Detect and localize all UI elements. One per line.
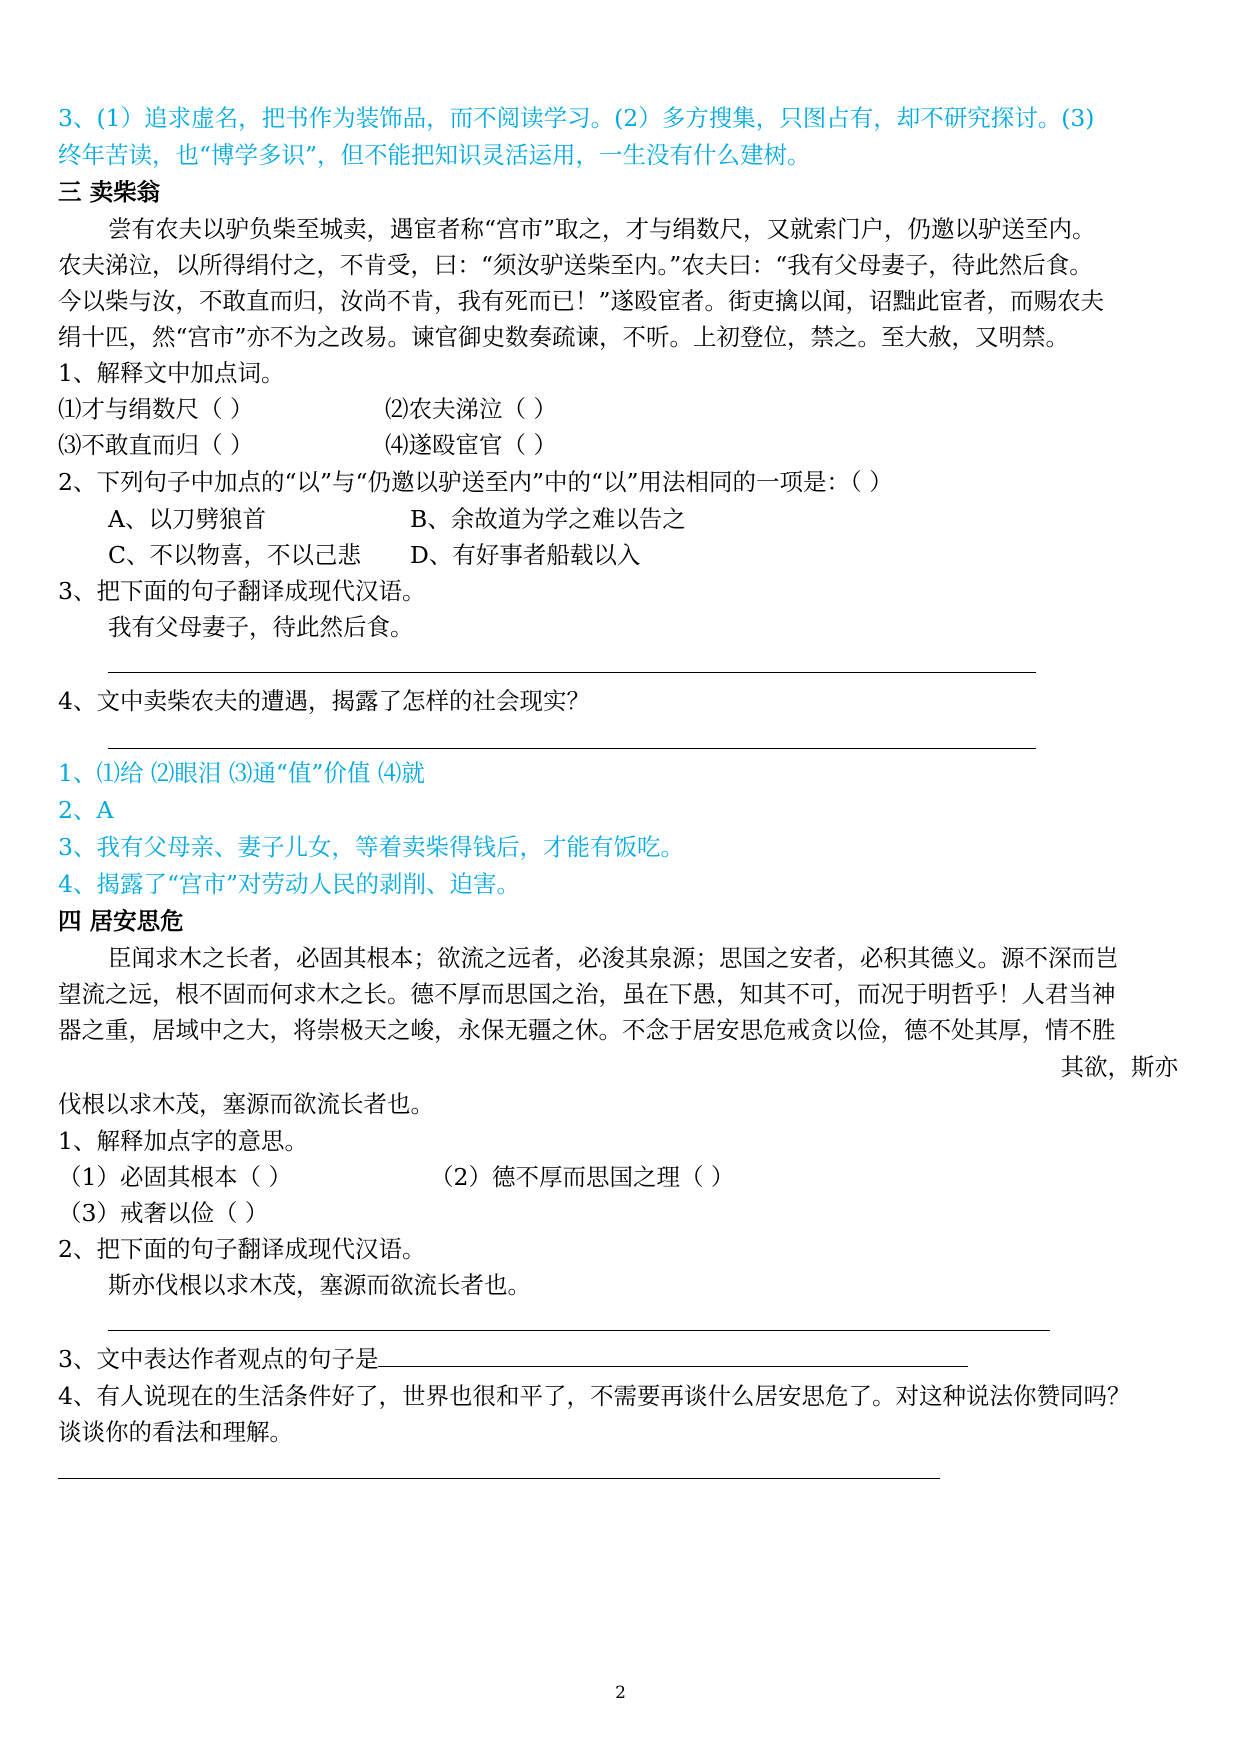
sec3-question-4: 4、文中卖柴农夫的遭遇，揭露了怎样的社会现实？ [58, 687, 590, 715]
sec4-question-4-line1: 4、有人说现在的生活条件好了，世界也很和平了，不需要再谈什么居安思危了。对这种说法你赞同吗？ [58, 1382, 1131, 1410]
sec4-passage-line: 器之重，居域中之大，将崇极天之峻，永保无疆之休。不念于居安思危戒贪以俭，德不处其厚，情不胜 [58, 1016, 1116, 1044]
sec3-question-3: 3、把下面的句子翻译成现代汉语。 [58, 577, 426, 605]
sec4-q3-text: 3、文中表达作者观点的句子是 [58, 1345, 379, 1373]
sec3-q1-item: ⑶不敢直而归（ ） [58, 431, 254, 459]
sec3-passage-line: 绢十匹，然“宫市”亦不为之改易。谏官御史数奏疏谏，不听。上初登位，禁之。至大赦，又明禁。 [58, 323, 1070, 351]
sec3-answer-line: 2、A [58, 796, 114, 824]
sec4-passage-line: 臣闻求木之长者，必固其根本；欲流之远者，必浚其泉源；思国之安者，必积其德义。源不深而岂 [108, 944, 1119, 972]
sec3-answer-line: 1、⑴给 ⑵眼泪 ⑶通“值”价值 ⑷就 [58, 759, 425, 787]
sec3-q2-option-d: D、有好事者船载以入 [410, 541, 641, 569]
sec3-answer-line: 4、揭露了“宫市”对劳动人民的剥削、迫害。 [58, 870, 520, 898]
sec4-passage-line: 其欲，斯亦 [1060, 1053, 1178, 1081]
answer-line [108, 672, 1036, 673]
sec3-passage-line: 今以柴与汝，不敢直而归，汝尚不肯，我有死而已！”遂殴宦者。街吏擒以闻，诏黜此宦者，而赐农夫 [58, 287, 1105, 315]
sec2-answer-3-line1: 3、(1）追求虚名，把书作为装饰品，而不阅读学习。(2）多方搜集，只图占有，却不研究探讨。(3) [58, 104, 1095, 132]
answer-line [108, 748, 1036, 749]
sec3-q2-option-c: C、不以物喜，不以己悲 [108, 541, 361, 569]
sec2-answer-3-line2: 终年苦读，也“博学多识”，但不能把知识灵活运用，一生没有什么建树。 [58, 141, 811, 169]
sec4-question-4-line2: 谈谈你的看法和理解。 [58, 1418, 293, 1446]
answer-line [108, 1330, 1050, 1331]
sec4-heading: 四 居安思危 [58, 907, 184, 935]
sec3-heading: 三 卖柴翁 [58, 178, 161, 206]
sec4-q1-item: （3）戒奢以俭（ ） [58, 1199, 269, 1227]
sec3-q1-item: ⑷遂殴宦官（ ） [385, 431, 557, 459]
sec3-passage-line: 尝有农夫以驴负柴至城卖，遇宦者称“宫市”取之，才与绢数尺，又就索门户，仍邀以驴送至内。 [108, 215, 1096, 243]
sec3-q1-item: ⑴才与绢数尺（ ） [58, 395, 254, 423]
sec4-passage-line: 望流之远，根不固而何求木之长。德不厚而思国之治，虽在下愚，知其不可，而况于明哲乎！人君当神 [58, 980, 1116, 1008]
sec4-question-3 [58, 1344, 968, 1374]
sec3-question-1: 1、解释文中加点词。 [58, 359, 285, 387]
sec3-passage-line: 农夫涕泣，以所得绢付之，不肯受，曰：“须汝驴送柴至内。”农夫曰：“我有父母妻子，待此然后食。 [58, 251, 1093, 279]
sec4-q1-item: （1）必固其根本（ ） [58, 1163, 292, 1191]
sec4-passage-line: 伐根以求木茂，塞源而欲流长者也。 [58, 1090, 434, 1118]
sec4-question-2: 2、把下面的句子翻译成现代汉语。 [58, 1235, 426, 1263]
page-number: 2 [615, 1683, 626, 1703]
sec3-q2-option-b: B、余故道为学之难以告之 [410, 505, 686, 533]
answer-line [58, 1478, 940, 1479]
sec3-answer-line: 3、我有父母亲、妻子儿女，等着卖柴得钱后，才能有饭吃。 [58, 833, 684, 861]
sec3-q2-option-a: A、以刀劈狼首 [108, 505, 266, 533]
sec3-q3-sentence: 我有父母妻子，待此然后食。 [108, 613, 414, 641]
sec3-q1-item: ⑵农夫涕泣（ ） [385, 395, 557, 423]
sec4-q2-sentence: 斯亦伐根以求木茂，塞源而欲流长者也。 [108, 1271, 531, 1299]
sec4-q1-item: （2）德不厚而思国之理（ ） [430, 1163, 735, 1191]
answer-blank [378, 1344, 968, 1367]
sec3-question-2: 2、下列句子中加点的“以”与“仍邀以驴送至内”中的“以”用法相同的一项是：（ ） [58, 468, 893, 496]
sec4-question-1: 1、解释加点字的意思。 [58, 1127, 308, 1155]
